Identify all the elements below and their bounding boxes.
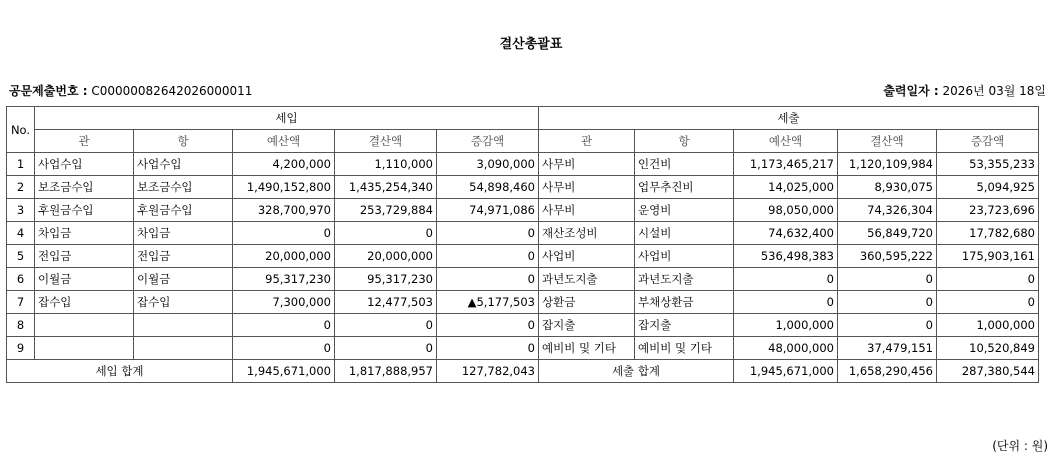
income-budget-cell: 20,000,000 xyxy=(233,245,335,268)
header-income-settled: 결산액 xyxy=(335,130,437,153)
expense-gwan-cell: 과년도지출 xyxy=(539,268,635,291)
header-income: 세입 xyxy=(35,107,539,130)
expense-budget-cell: 14,025,000 xyxy=(734,176,838,199)
expense-hang-cell: 인건비 xyxy=(635,153,734,176)
income-budget-cell: 0 xyxy=(233,337,335,360)
header-expense-settled: 결산액 xyxy=(838,130,937,153)
expense-settled-cell: 8,930,075 xyxy=(838,176,937,199)
table-row xyxy=(7,314,1039,337)
expense-diff-cell: 0 xyxy=(937,291,1039,314)
income-total-budget: 1,945,671,000 xyxy=(233,360,335,383)
print-date xyxy=(883,82,1046,99)
income-settled-cell: 0 xyxy=(335,314,437,337)
header-expense-hang: 항 xyxy=(635,130,734,153)
expense-budget-cell: 1,000,000 xyxy=(734,314,838,337)
income-gwan-cell: 전입금 xyxy=(35,245,134,268)
print-date-value: 2026년 03월 18일 xyxy=(942,84,1046,98)
expense-settled-cell: 0 xyxy=(838,314,937,337)
income-settled-cell: 95,317,230 xyxy=(335,268,437,291)
income-hang-cell xyxy=(134,314,233,337)
expense-gwan-cell: 잡지출 xyxy=(539,314,635,337)
table-row xyxy=(7,245,1039,268)
doc-number xyxy=(9,82,252,99)
expense-total-diff: 287,380,544 xyxy=(937,360,1039,383)
income-budget-cell: 95,317,230 xyxy=(233,268,335,291)
income-diff-cell: 0 xyxy=(437,222,539,245)
income-diff-cell: 0 xyxy=(437,337,539,360)
table-body xyxy=(7,153,1039,360)
expense-gwan-cell: 사업비 xyxy=(539,245,635,268)
income-budget-cell: 4,200,000 xyxy=(233,153,335,176)
row-no-cell: 7 xyxy=(7,291,35,314)
income-hang-cell: 잡수입 xyxy=(134,291,233,314)
row-no-cell: 3 xyxy=(7,199,35,222)
row-no-cell: 9 xyxy=(7,337,35,360)
header-income-diff: 증감액 xyxy=(437,130,539,153)
page-title: 결산총괄표 xyxy=(499,37,563,52)
income-diff-cell: 54,898,460 xyxy=(437,176,539,199)
income-settled-cell: 253,729,884 xyxy=(335,199,437,222)
income-budget-cell: 0 xyxy=(233,222,335,245)
income-hang-cell: 사업수입 xyxy=(134,153,233,176)
income-gwan-cell: 이월금 xyxy=(35,268,134,291)
expense-diff-cell: 17,782,680 xyxy=(937,222,1039,245)
doc-number-value: C00000082642026000011 xyxy=(91,84,253,98)
expense-gwan-cell: 예비비 및 기타 xyxy=(539,337,635,360)
table-row xyxy=(7,176,1039,199)
table-row xyxy=(7,199,1039,222)
expense-diff-cell: 175,903,161 xyxy=(937,245,1039,268)
expense-gwan-cell: 상환금 xyxy=(539,291,635,314)
income-settled-cell: 12,477,503 xyxy=(335,291,437,314)
header-expense-diff: 증감액 xyxy=(937,130,1039,153)
income-gwan-cell: 잡수입 xyxy=(35,291,134,314)
income-gwan-cell: 차입금 xyxy=(35,222,134,245)
expense-hang-cell: 시설비 xyxy=(635,222,734,245)
expense-gwan-cell: 재산조성비 xyxy=(539,222,635,245)
expense-gwan-cell: 사무비 xyxy=(539,176,635,199)
header-expense-budget: 예산액 xyxy=(734,130,838,153)
expense-gwan-cell: 사무비 xyxy=(539,199,635,222)
row-no-cell: 4 xyxy=(7,222,35,245)
income-hang-cell: 후원금수입 xyxy=(134,199,233,222)
expense-settled-cell: 0 xyxy=(838,268,937,291)
expense-diff-cell: 10,520,849 xyxy=(937,337,1039,360)
totals-row xyxy=(7,360,1039,383)
income-hang-cell: 전입금 xyxy=(134,245,233,268)
expense-settled-cell: 0 xyxy=(838,291,937,314)
income-diff-cell: 0 xyxy=(437,245,539,268)
header-expense-gwan: 관 xyxy=(539,130,635,153)
table-row xyxy=(7,291,1039,314)
doc-number-label: 공문제출번호 : xyxy=(9,84,88,98)
income-total-label: 세입 합계 xyxy=(7,360,233,383)
income-settled-cell: 0 xyxy=(335,337,437,360)
row-no-cell: 6 xyxy=(7,268,35,291)
expense-diff-cell: 1,000,000 xyxy=(937,314,1039,337)
income-diff-cell: ▲5,177,503 xyxy=(437,291,539,314)
expense-hang-cell: 부채상환금 xyxy=(635,291,734,314)
expense-settled-cell: 1,120,109,984 xyxy=(838,153,937,176)
income-hang-cell: 보조금수입 xyxy=(134,176,233,199)
income-gwan-cell xyxy=(35,314,134,337)
income-budget-cell: 0 xyxy=(233,314,335,337)
table-row xyxy=(7,153,1039,176)
expense-settled-cell: 360,595,222 xyxy=(838,245,937,268)
income-total-settled: 1,817,888,957 xyxy=(335,360,437,383)
expense-budget-cell: 98,050,000 xyxy=(734,199,838,222)
expense-budget-cell: 0 xyxy=(734,268,838,291)
row-no-cell: 1 xyxy=(7,153,35,176)
table-row xyxy=(7,222,1039,245)
income-total-diff: 127,782,043 xyxy=(437,360,539,383)
income-hang-cell xyxy=(134,337,233,360)
row-no-cell: 2 xyxy=(7,176,35,199)
income-gwan-cell: 보조금수입 xyxy=(35,176,134,199)
header-expense: 세출 xyxy=(539,107,1039,130)
settlement-summary-table xyxy=(6,106,1039,383)
expense-settled-cell: 74,326,304 xyxy=(838,199,937,222)
income-gwan-cell: 사업수입 xyxy=(35,153,134,176)
expense-gwan-cell: 사무비 xyxy=(539,153,635,176)
income-budget-cell: 7,300,000 xyxy=(233,291,335,314)
expense-budget-cell: 1,173,465,217 xyxy=(734,153,838,176)
expense-diff-cell: 5,094,925 xyxy=(937,176,1039,199)
expense-budget-cell: 74,632,400 xyxy=(734,222,838,245)
expense-hang-cell: 사업비 xyxy=(635,245,734,268)
income-diff-cell: 74,971,086 xyxy=(437,199,539,222)
row-no-cell: 5 xyxy=(7,245,35,268)
expense-budget-cell: 48,000,000 xyxy=(734,337,838,360)
income-gwan-cell: 후원금수입 xyxy=(35,199,134,222)
expense-diff-cell: 0 xyxy=(937,268,1039,291)
expense-total-label: 세출 합계 xyxy=(539,360,734,383)
expense-budget-cell: 536,498,383 xyxy=(734,245,838,268)
expense-hang-cell: 잡지출 xyxy=(635,314,734,337)
income-hang-cell: 차입금 xyxy=(134,222,233,245)
expense-hang-cell: 업무추진비 xyxy=(635,176,734,199)
expense-settled-cell: 56,849,720 xyxy=(838,222,937,245)
expense-total-budget: 1,945,671,000 xyxy=(734,360,838,383)
expense-diff-cell: 23,723,696 xyxy=(937,199,1039,222)
income-hang-cell: 이월금 xyxy=(134,268,233,291)
expense-hang-cell: 예비비 및 기타 xyxy=(635,337,734,360)
income-settled-cell: 20,000,000 xyxy=(335,245,437,268)
header-income-hang: 항 xyxy=(134,130,233,153)
income-diff-cell: 0 xyxy=(437,314,539,337)
expense-total-settled: 1,658,290,456 xyxy=(838,360,937,383)
header-income-budget: 예산액 xyxy=(233,130,335,153)
expense-diff-cell: 53,355,233 xyxy=(937,153,1039,176)
income-gwan-cell xyxy=(35,337,134,360)
expense-hang-cell: 과년도지출 xyxy=(635,268,734,291)
income-settled-cell: 1,435,254,340 xyxy=(335,176,437,199)
income-settled-cell: 0 xyxy=(335,222,437,245)
table-row xyxy=(7,268,1039,291)
header-income-gwan: 관 xyxy=(35,130,134,153)
expense-settled-cell: 37,479,151 xyxy=(838,337,937,360)
row-no-cell: 8 xyxy=(7,314,35,337)
expense-budget-cell: 0 xyxy=(734,291,838,314)
income-budget-cell: 1,490,152,800 xyxy=(233,176,335,199)
header-no: No. xyxy=(7,107,35,153)
table-row xyxy=(7,337,1039,360)
income-settled-cell: 1,110,000 xyxy=(335,153,437,176)
expense-hang-cell: 운영비 xyxy=(635,199,734,222)
income-budget-cell: 328,700,970 xyxy=(233,199,335,222)
income-diff-cell: 3,090,000 xyxy=(437,153,539,176)
income-diff-cell: 0 xyxy=(437,268,539,291)
print-date-label: 출력일자 : xyxy=(883,84,939,98)
unit-note: (단위 : 원) xyxy=(992,439,1048,453)
